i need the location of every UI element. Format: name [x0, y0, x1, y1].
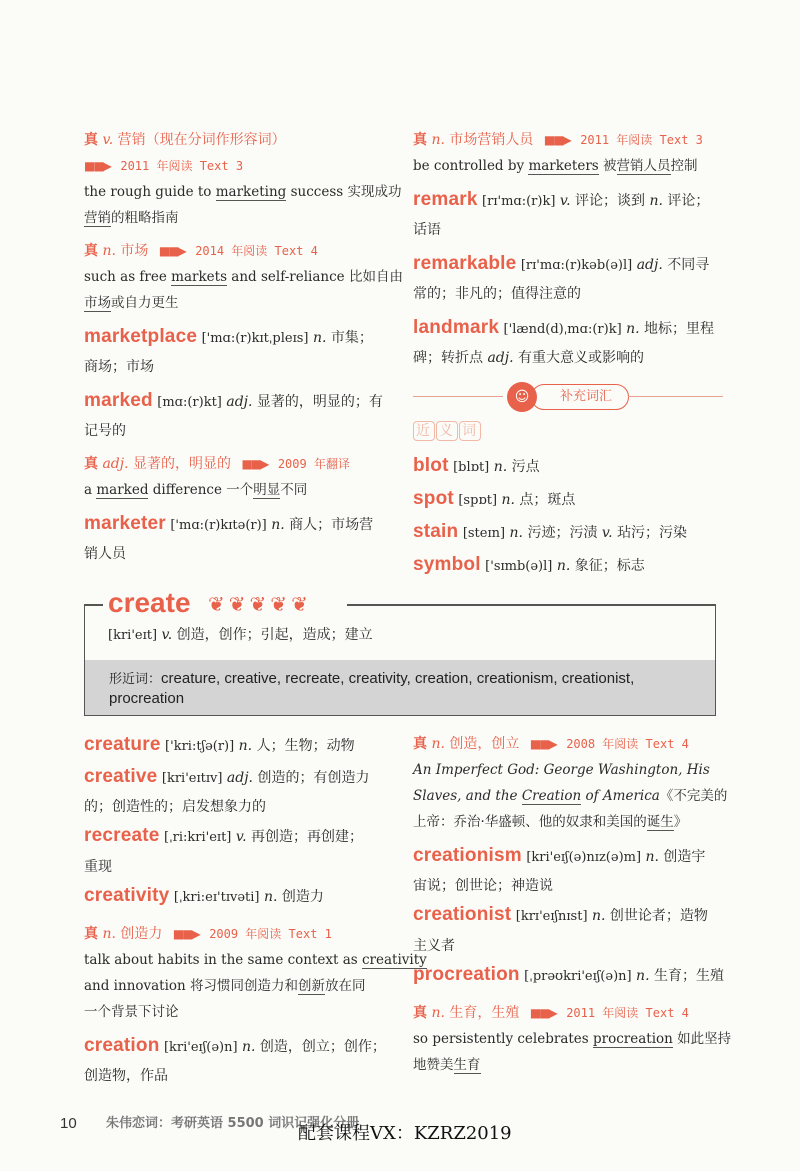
headword-marketplace: marketplace ['mɑ:(r)kɪtˌpleɪs] n. 市集； [84, 326, 373, 347]
divider [413, 396, 503, 397]
source-ref: 2008 年阅读 Text 4 [566, 737, 689, 751]
arrow-icon: ■■▶ [84, 159, 110, 173]
example-translation: 上帝：乔治·华盛顿、他的奴隶和美国的诞生》 [413, 814, 688, 830]
source-ref: 2011 年阅读 Text 3 [580, 133, 703, 147]
headword-creationism: creationism [kri'eɪʃ(ə)nɪz(ə)m] n. 创造宇 [413, 845, 706, 866]
definition: 话语 [413, 222, 441, 238]
arrow-icon: ■■▶ [172, 927, 199, 941]
headword-creative: creative [kri'eɪtɪv] adj. 创造的；有创造力 [84, 766, 370, 787]
definition: 常的；非凡的；值得注意的 [413, 286, 581, 302]
definition: 创造物，作品 [84, 1068, 168, 1084]
real-exam-badge: 真 [84, 925, 98, 941]
example-sentence: so persistently celebrates procreation 如此坚持 [413, 1031, 732, 1047]
arrow-icon: ■■▶ [543, 133, 570, 147]
frequency-leaves [208, 592, 312, 616]
example-sentence: such as free markets and self-reliance 比如自由 [84, 269, 403, 285]
source-ref: 2009 年阅读 Text 1 [209, 927, 332, 941]
headword-blot: blot [blɒt] n. 污点 [413, 455, 540, 476]
real-exam-entry-header [84, 126, 394, 153]
real-exam-entry-header: 真 n. 市场营销人员 ■■▶ 2011 年阅读 Text 3 [413, 131, 703, 148]
real-exam-badge: 真 [413, 735, 427, 751]
real-exam-badge: 真 [84, 455, 98, 471]
arrow-icon: ■■▶ [158, 244, 185, 258]
arrow-icon: ■■▶ [241, 457, 268, 471]
source-ref: 2011 年阅读 Text 3 [120, 159, 244, 173]
gloss: 营销（现在分词作形容词） [117, 132, 286, 148]
example-sentence: Slaves, and the Creation of America《不完美的 [413, 788, 728, 804]
real-exam-badge: 真 [84, 242, 98, 258]
definition: 商场；市场 [84, 359, 154, 375]
example-translation: 市场或自力更生 [84, 295, 179, 311]
example-sentence: An Imperfect God: George Washington, His [413, 762, 710, 778]
leaf-icon: ❦ [249, 592, 267, 616]
source-ref: 2009 年翻译 [277, 457, 350, 471]
headword-stain: stain [steɪn] n. 污迹；污渍 v. 玷污；污染 [413, 521, 688, 542]
leaf-icon: ❦ [228, 592, 246, 616]
synonym-tag: 近 义 词 [413, 420, 482, 442]
synonym-list [413, 450, 723, 582]
headword-remarkable: remarkable [rɪ'mɑ:(r)kəb(ə)l] adj. 不同寻 [413, 253, 710, 274]
main-headword-create: create [108, 587, 191, 618]
arrow-icon: ■■▶ [529, 737, 556, 751]
example-sentence: and innovation 将习惯同创造力和创新放在同 [84, 978, 366, 994]
real-exam-badge: 真 [84, 131, 98, 147]
real-exam-entry-header: 真 adj. 显著的，明显的 ■■▶ 2009 年翻译 [84, 455, 350, 472]
definition: 记号的 [84, 423, 126, 439]
headword-marked: marked [mɑ:(r)kt] adj. 显著的，明显的；有 [84, 390, 383, 411]
headword-creationist: creationist [krɪ'eɪʃnɪst] n. 创世论者；造物 [413, 904, 708, 925]
real-exam-entry-header: 真 n. 生育，生殖 ■■▶ 2011 年阅读 Text 4 [413, 1004, 689, 1021]
example-translation: 一个背景下讨论 [84, 1004, 179, 1020]
leaf-icon: ❦ [270, 592, 288, 616]
headword-creativity: creativity [ˌkri:eɪ'tɪvəti] n. 创造力 [84, 885, 324, 906]
headword-recreate: recreate [ˌri:kri'eɪt] v. 再创造；再创建； [84, 825, 363, 846]
headword-creation: creation [kri'eɪʃ(ə)n] n. 创造，创立；创作； [84, 1035, 386, 1056]
owl-icon: ☺ [507, 382, 537, 412]
definition: 销人员 [84, 546, 126, 562]
real-exam-entry-header: 真 n. 创造力 ■■▶ 2009 年阅读 Text 1 [84, 925, 332, 942]
source-ref: 2011 年阅读 Text 4 [566, 1006, 689, 1020]
example-translation: 营销的粗略指南 [84, 210, 179, 226]
pos: v. [102, 132, 114, 148]
example-translation: 地赞美生育 [413, 1057, 481, 1073]
right-column-bottom [413, 730, 732, 1078]
example-sentence: talk about habits in the same context as creativity [84, 952, 427, 968]
definition: 碑；转折点 adj. 有重大意义或影响的 [413, 350, 645, 366]
real-exam-badge: 真 [413, 131, 427, 147]
create-definition: [kri'eɪt] v. 创造，创作；引起，造成；建立 [108, 627, 373, 643]
similar-words-panel: 形近词：creature, creative, recreate, creativity, creation, creationism, creationist, procreation [85, 660, 715, 715]
definition: 重现 [84, 859, 112, 875]
real-exam-entry-header: 真 n. 市场 ■■▶ 2014 年阅读 Text 4 [84, 242, 318, 259]
headword-marketer: marketer ['mɑ:(r)kɪtə(r)] n. 商人；市场营 [84, 513, 374, 534]
example-sentence: a marked difference 一个明显不同 [84, 482, 308, 498]
source-ref: 2014 年阅读 Text 4 [195, 244, 318, 258]
definition: 宙说；创世论；神造说 [413, 878, 553, 894]
definition: 主义者 [413, 938, 455, 954]
promo-text: 配套课程VX：KZRZ2019 [298, 1123, 512, 1144]
leaf-icon: ❦ [208, 592, 225, 616]
book-title: 朱伟恋词：考研英语 5500 词识记强化分册 [106, 1116, 360, 1131]
headword-spot: spot [spɒt] n. 点；斑点 [413, 488, 576, 509]
headword-procreation: procreation [ˌprəʊkri'eɪʃ(ə)n] n. 生育；生殖 [413, 964, 724, 985]
real-exam-entry-header: 真 n. 创造，创立 ■■▶ 2008 年阅读 Text 4 [413, 735, 689, 752]
leaf-icon: ❦ [291, 592, 308, 616]
example-sentence: be controlled by marketers 被营销人员控制 [413, 158, 698, 174]
definition: 的；创造性的；启发想象力的 [84, 799, 266, 815]
headword-remark: remark [rɪ'mɑ:(r)k] v. 评论；谈到 n. 评论； [413, 189, 710, 210]
page-number: 10 [60, 1115, 77, 1132]
left-column-top [84, 126, 403, 567]
headword-creature: creature ['kri:tʃə(r)] n. 人；生物；动物 [84, 734, 355, 755]
example-sentence: the rough guide to marketing success 实现成功 [84, 184, 402, 200]
real-exam-badge: 真 [413, 1004, 427, 1020]
divider [628, 396, 723, 397]
arrow-icon: ■■▶ [529, 1006, 556, 1020]
left-column-bottom [84, 730, 427, 1089]
headword-landmark: landmark ['lænd(d)ˌmɑ:(r)k] n. 地标；里程 [413, 317, 715, 338]
headword-symbol: symbol ['sɪmb(ə)l] n. 象征；标志 [413, 554, 645, 575]
section-title: 补充词汇 [531, 384, 629, 410]
right-column-top [413, 126, 723, 371]
supplementary-vocab-header [413, 382, 723, 412]
